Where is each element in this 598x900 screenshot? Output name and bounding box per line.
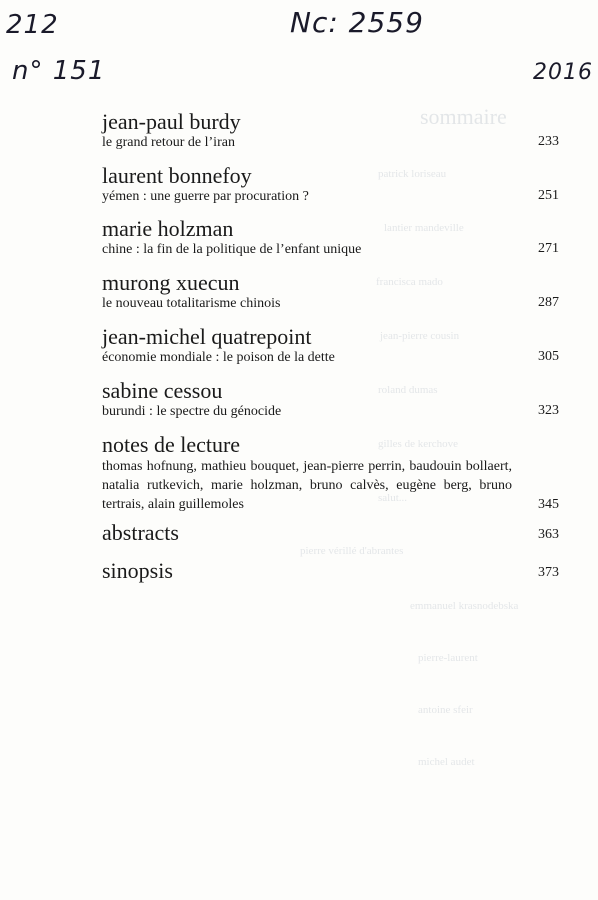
toc-page-number: 287 xyxy=(538,295,559,310)
bleed-through-name: emmanuel krasnodebska xyxy=(410,600,519,612)
toc-page-number: 323 xyxy=(538,403,559,418)
toc-section-heading: abstracts xyxy=(102,520,179,545)
toc-article-title: le grand retour de l’iran xyxy=(102,135,235,150)
toc-article-title: le nouveau totalitarisme chinois xyxy=(102,296,281,311)
bleed-through-name: antoine sfeir xyxy=(418,704,473,716)
toc-author: laurent bonnefoy xyxy=(102,163,252,188)
bleed-through-name: francisca mado xyxy=(376,276,443,288)
bleed-through-name: pierre vérillé d'abrantes xyxy=(300,545,404,557)
toc-page-number: 363 xyxy=(538,527,559,542)
toc-author: jean-michel quatrepoint xyxy=(102,324,312,349)
toc-page-number: 345 xyxy=(538,497,559,512)
toc-page-number: 251 xyxy=(538,188,559,203)
toc-author: sabine cessou xyxy=(102,378,223,403)
toc-article-title: yémen : une guerre par procuration ? xyxy=(102,189,309,204)
bleed-through-name: salut... xyxy=(378,492,408,504)
handwritten-issue-number: n° 151 xyxy=(12,56,106,86)
toc-article-title: économie mondiale : le poison de la dette xyxy=(102,350,335,365)
toc-article-title: chine : la fin de la politique de l’enfant unique xyxy=(102,242,362,257)
toc-page-number: 305 xyxy=(538,349,559,364)
toc-page-number: 233 xyxy=(538,134,559,149)
toc-author: murong xuecun xyxy=(102,270,240,295)
bleed-through-name: michel audet xyxy=(418,756,475,768)
bleed-through-name: lantier mandeville xyxy=(384,222,464,234)
toc-entry xyxy=(102,379,562,433)
toc-section-heading: sinopsis xyxy=(102,558,173,583)
bleed-through-name: pierre-laurent xyxy=(418,652,478,664)
bleed-through-name: roland dumas xyxy=(378,384,438,396)
handwritten-shelf-number: 212 xyxy=(6,10,59,40)
bleed-through-name: gilles de kerchove xyxy=(378,438,459,450)
reviewer-names: thomas hofnung, mathieu bouquet, jean-pierre perrin, baudouin bollaert, natalia rutkevich, marie holzman, bruno calvès, eugène berg, bruno tertrais, alain guillemoles xyxy=(102,459,512,512)
toc-entry-abstracts xyxy=(102,521,562,559)
toc-entry-notes xyxy=(102,433,562,521)
toc-author: marie holzman xyxy=(102,216,234,241)
table-of-contents xyxy=(102,110,562,597)
toc-entry xyxy=(102,110,562,164)
handwritten-catalog-number: Nc: 2559 xyxy=(290,6,424,39)
toc-author: jean-paul burdy xyxy=(102,109,241,134)
bleed-through-name: patrick loriseau xyxy=(378,168,447,180)
handwritten-year: 2016 xyxy=(533,60,593,85)
bleed-through-name: jean-pierre cousin xyxy=(380,330,460,342)
bleed-through-heading: sommaire xyxy=(420,104,507,129)
toc-page-number: 271 xyxy=(538,241,559,256)
toc-entry xyxy=(102,271,562,325)
toc-entry xyxy=(102,164,562,217)
toc-article-title: burundi : le spectre du génocide xyxy=(102,404,282,419)
toc-entry xyxy=(102,217,562,271)
toc-entry-sinopsis xyxy=(102,559,562,597)
toc-entry xyxy=(102,325,562,379)
toc-section-heading: notes de lecture xyxy=(102,432,241,457)
toc-page-number: 373 xyxy=(538,565,559,580)
